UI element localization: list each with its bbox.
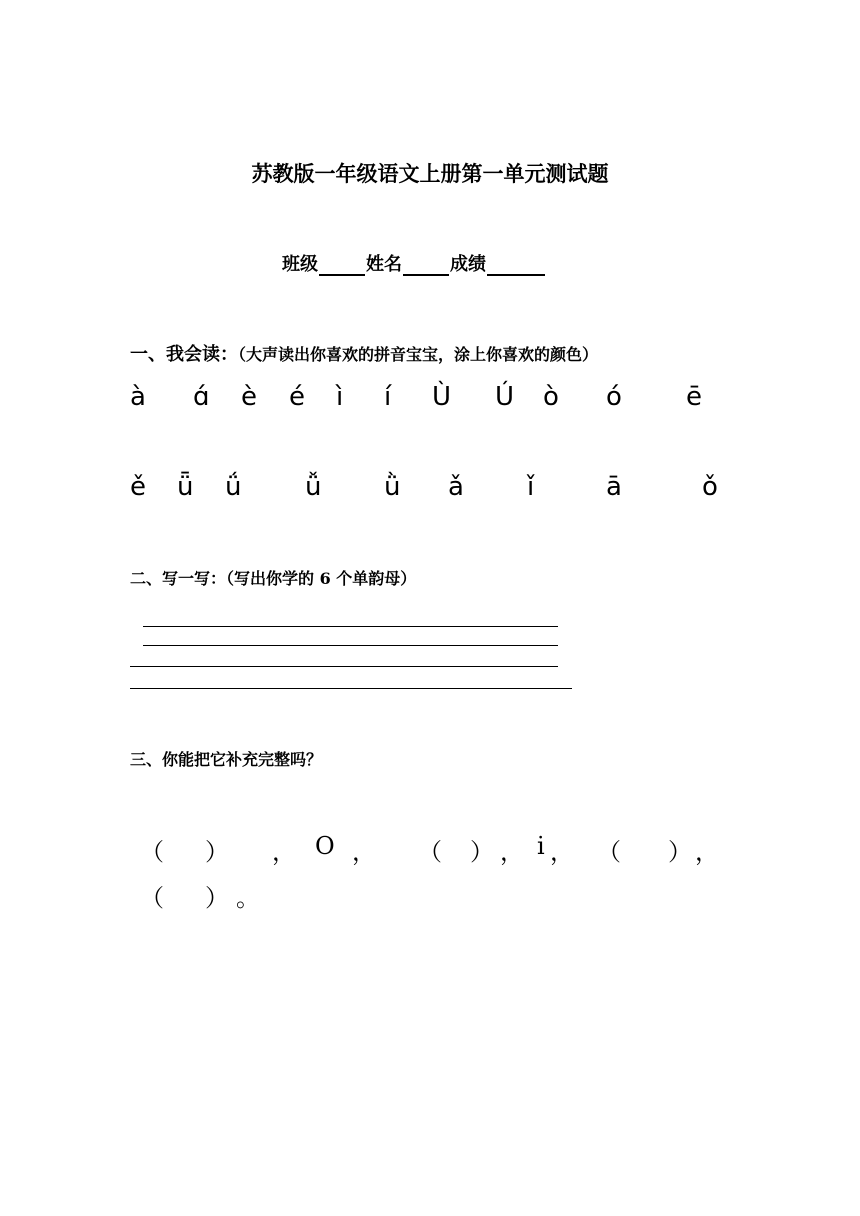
vowel-o: O	[315, 832, 335, 860]
score-blank[interactable]	[487, 254, 545, 276]
open-paren: （	[140, 884, 164, 912]
pinyin-item: ǚ	[305, 472, 322, 502]
comma: ，	[352, 838, 376, 866]
writing-line[interactable]	[130, 688, 572, 689]
pinyin-item: ǘ	[225, 472, 242, 502]
pinyin-item: à	[130, 382, 146, 412]
close-paren: ）	[205, 884, 229, 912]
section-3-heading: 三、你能把它补充完整吗？	[130, 750, 323, 769]
pinyin-item: ǒ	[702, 472, 718, 502]
class-label: 班级	[282, 254, 318, 275]
open-paren: （	[140, 838, 164, 866]
comma: ，	[500, 838, 524, 866]
close-paren: ）	[470, 838, 494, 866]
pinyin-item: ò	[543, 382, 559, 412]
pinyin-item: Ù	[432, 382, 452, 412]
comma: ，	[550, 838, 574, 866]
pinyin-item: ǎ	[448, 472, 464, 502]
close-paren: ）	[668, 838, 692, 866]
vowel-i: i	[537, 832, 545, 860]
comma: ，	[272, 838, 296, 866]
pinyin-item: ó	[606, 382, 622, 412]
pinyin-item: è	[241, 382, 257, 412]
full-stop: 。	[236, 884, 260, 912]
pinyin-item: ǖ	[177, 472, 194, 502]
pinyin-item: ě	[130, 472, 146, 502]
page-title: 苏教版一年级语文上册第一单元测试题	[251, 161, 609, 186]
writing-line[interactable]	[130, 666, 558, 667]
pinyin-item: ǜ	[384, 472, 401, 502]
section-1-title: 一、我会读：	[130, 344, 238, 365]
open-paren: （	[597, 838, 621, 866]
section-1-note: （大声读出你喜欢的拼音宝宝，涂上你喜欢的颜色）	[238, 345, 599, 364]
pinyin-item: ǐ	[527, 472, 535, 502]
comma: ，	[695, 838, 719, 866]
writing-line[interactable]	[143, 626, 558, 627]
student-info-line	[282, 250, 546, 276]
pinyin-item: ē	[686, 382, 702, 412]
pinyin-item: ā	[606, 472, 622, 502]
pinyin-item: ɑ́	[193, 382, 210, 412]
class-blank[interactable]	[319, 254, 365, 276]
name-label: 姓名	[366, 254, 402, 275]
name-blank[interactable]	[403, 254, 449, 276]
section-2-heading: 二、写一写：（写出你学的 6 个单韵母）	[130, 569, 417, 588]
close-paren: ）	[205, 838, 229, 866]
pinyin-item: í	[384, 382, 392, 412]
pinyin-item: ì	[336, 382, 344, 412]
open-paren: （	[418, 838, 442, 866]
score-label: 成绩	[450, 254, 486, 275]
pinyin-item: é	[289, 382, 305, 412]
writing-line[interactable]	[143, 645, 558, 646]
section-1-heading	[130, 340, 598, 366]
pinyin-item: Ú	[495, 382, 515, 412]
